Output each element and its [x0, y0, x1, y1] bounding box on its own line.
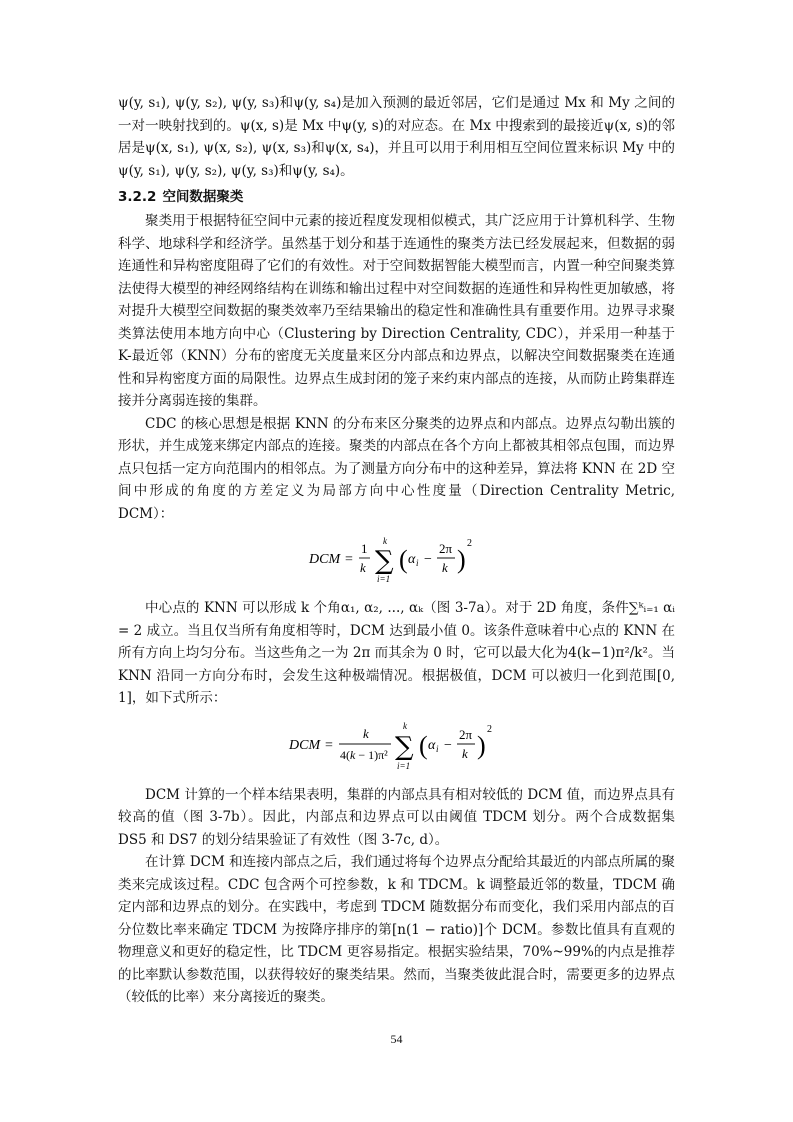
- svg-text:∑: ∑: [394, 731, 414, 762]
- svg-text:(: (: [418, 730, 428, 760]
- section-heading: [118, 186, 675, 208]
- svg-text:−: −: [423, 552, 432, 567]
- svg-text:DCM: DCM: [288, 737, 320, 753]
- svg-text:2: 2: [486, 723, 492, 735]
- svg-text:k: k: [402, 720, 407, 731]
- paragraph-3: 中心点的 KNN 可以形成 k 个角α₁, α₂, ..., αₖ（图 3-7a）。对于 2D 角度，条件∑ᵏᵢ₌₁ αᵢ = 2 成立。当且仅当所有角度相等时，DCM 达到最小值 0。该条件意味着中心点的 KNN 在所有方向上均匀分布。当这些角之一为 2π 而其余为 0 时，它可以最大化为4(k−1)π²/k²。当 KNN 沿同一方向分布时，会发生这种极端情况。根据极值，DCM 可以被归一化到范围[0, 1]，如下式所示：: [118, 600, 675, 706]
- svg-text:i=1: i=1: [376, 574, 390, 584]
- svg-text:=: =: [324, 737, 333, 753]
- svg-text:1: 1: [360, 541, 367, 556]
- svg-text:2π: 2π: [438, 541, 452, 556]
- svg-text:k: k: [382, 536, 387, 546]
- svg-text:2π: 2π: [458, 726, 472, 742]
- paragraph-1: 聚类用于根据特征空间中元素的接近程度发现相似模式，其广泛应用于计算机科学、生物科学、地球科学和经济学。虽然基于划分和基于连通性的聚类方法已经发展起来，但数据的弱连通性和异构密度阻碍了它们的有效性。对于空间数据智能大模型而言，内置一种空间聚类算法使得大模型的神经网络结构在训练和输出过程中对空间数据的连通性和异构性更加敏感，将对提升大模型空间数据的聚类效率乃至结果输出的稳定性和准确性具有重要作用。边界寻求聚类算法使用本地方向中心（Clustering by Direction Centrality, CDC），并采用一种基于 K-最近邻（KNN）分布的密度无关度量来区分内部点和边界点，以解决空间数据聚类在连通性和异构密度方面的局限性。边界点生成封闭的笼子来约束内部点的连接，从而防止跨集群连接并分离弱连接的集群。: [118, 213, 675, 409]
- paragraph-2: CDC 的核心思想是根据 KNN 的分布来区分聚类的边界点和内部点。边界点勾勒出簇的形状，并生成笼来绑定内部点的连接。聚类的内部点在各个方向上都被其相邻点包围，而边界点只包括一定方向范围内的相邻点。为了测量方向分布中的这种差异，算法将 KNN 在 2D 空间中形成的角度的方差定义为局部方向中心性度量（Direction Centrality Metric, DCM）：: [118, 415, 675, 522]
- section-title: 空间数据聚类: [162, 189, 244, 205]
- page-number: 54: [390, 1032, 403, 1046]
- svg-text:2: 2: [466, 538, 472, 549]
- svg-text:k: k: [359, 560, 366, 575]
- svg-text:k: k: [441, 560, 448, 575]
- svg-text:=: =: [344, 552, 353, 567]
- equation-1: [118, 531, 675, 589]
- svg-text:): ): [476, 730, 486, 760]
- svg-text:i: i: [435, 743, 439, 754]
- section-number: 3.2.2: [118, 189, 157, 205]
- svg-text:(: (: [398, 545, 408, 574]
- svg-text:i: i: [415, 558, 419, 568]
- svg-text:k: k: [362, 725, 369, 741]
- svg-text:α: α: [407, 552, 415, 567]
- svg-text:i=1: i=1: [396, 760, 410, 771]
- svg-text:DCM: DCM: [308, 552, 340, 567]
- paragraph-4: DCM 计算的一个样本结果表明，集群的内部点具有相对较低的 DCM 值，而边界点具有较高的值（图 3-7b）。因此，内部点和边界点可以由阈值 TDCM 划分。两个合成数据集 DS5 和 DS7 的划分结果验证了有效性（图 3-7c, d）。: [118, 786, 675, 848]
- svg-text:∑: ∑: [374, 546, 394, 576]
- paragraph-0: ψ(y, s₁), ψ(y, s₂), ψ(y, s₃)和ψ(y, s₄)是加入预测的最近邻居，它们是通过 Mx 和 My 之间的一对一映射找到的。ψ(x, s)是 Mx 中ψ(y, s)的对应态。在 Mx 中搜索到的最接近ψ(x, s)的邻居是ψ(x, s₁), ψ(x, s₂), ψ(x, s₃)和ψ(x, s₄)，并且可以用于利用相互空间位置来标识 My 中的ψ(y, s₁), ψ(y, s₂), ψ(y, s₃)和ψ(y, s₄)。: [118, 95, 675, 179]
- svg-text:−: −: [443, 737, 452, 753]
- svg-text:4(k − 1)π²: 4(k − 1)π²: [339, 747, 388, 762]
- svg-text:k: k: [461, 745, 468, 761]
- svg-text:): ): [456, 545, 466, 574]
- svg-text:α: α: [427, 737, 435, 753]
- paragraph-5: 在计算 DCM 和连接内部点之后，我们通过将每个边界点分配给其最近的内部点所属的聚类来完成该过程。CDC 包含两个可控参数，k 和 TDCM。k 调整最近邻的数量，TDCM 确定内部和边界点的划分。在实践中，考虑到 TDCM 随数据分布而变化，我们采用内部点的百分位数比率来确定 TDCM 为按降序排序的第[n(1 − ratio)]个 DCM。参数比值具有直观的物理意义和更好的稳定性，比 TDCM 更容易指定。根据实验结果，70%~99%的内点是推荐的比率默认参数范围，以获得较好的聚类结果。然而，当聚类彼此混合时，需要更多的边界点（较低的比率）来分离接近的聚类。: [118, 854, 675, 1005]
- page-body: [118, 92, 675, 1009]
- equation-2: [118, 716, 675, 776]
